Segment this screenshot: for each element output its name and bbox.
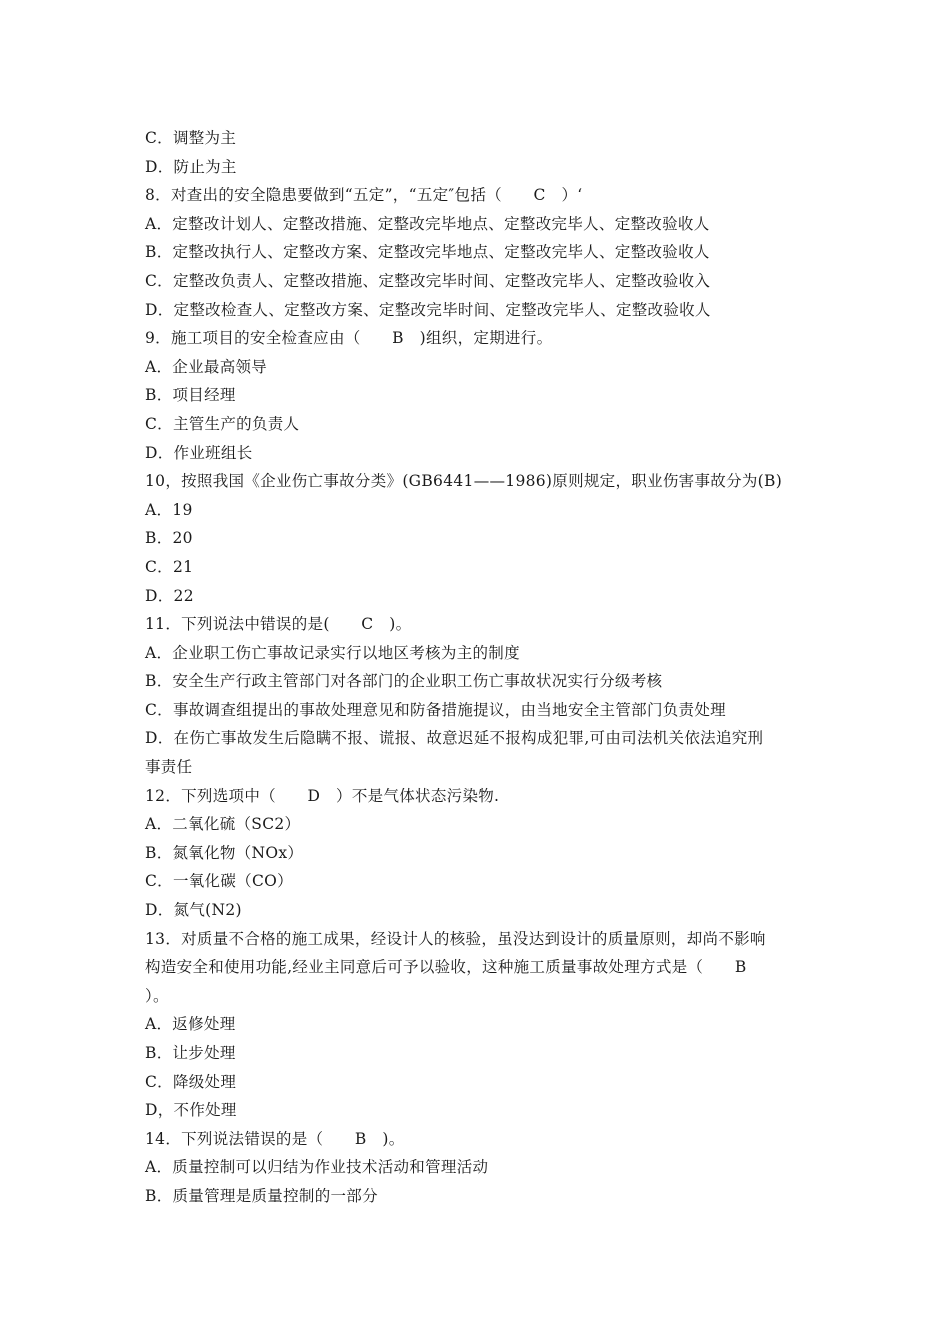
text-line: B．氮氧化物（NOx）	[145, 843, 304, 862]
text-line: C．21	[145, 557, 194, 576]
text-line: D．定整改检查人、定整改方案、定整改完毕时间、定整改完毕人、定整改验收人	[145, 300, 711, 319]
text-line: D．在伤亡事故发生后隐瞒不报、谎报、故意迟延不报构成犯罪,可由司法机关依法追究刑	[145, 729, 764, 748]
text-line: C．一氧化碳（CO）	[145, 872, 293, 891]
text-line: A．企业最高领导	[145, 357, 268, 376]
text-line: C．主管生产的负责人	[145, 414, 300, 433]
text-line: A．19	[145, 500, 193, 519]
question-8: 8．对查出的安全隐患要做到“五定”，“五定″包括（ C ）‘	[145, 186, 583, 205]
text-line: A．定整改计划人、定整改措施、定整改完毕地点、定整改完毕人、定整改验收人	[145, 214, 710, 233]
text-line: A．返修处理	[145, 1015, 236, 1034]
text-line: D，不作处理	[145, 1101, 237, 1120]
text-line: D．作业班组长	[145, 443, 253, 462]
text-line: C．定整改负责人、定整改措施、定整改完毕时间、定整改完毕人、定整改验收入	[145, 271, 711, 290]
text-line: C．降级处理	[145, 1072, 237, 1091]
text-line: B．让步处理	[145, 1044, 236, 1062]
text-line: B．安全生产行政主管部门对各部门的企业职工伤亡事故状况实行分级考核	[145, 672, 663, 691]
text-line: A．企业职工伤亡事故记录实行以地区考核为主的制度	[145, 643, 520, 662]
question-10: 10，按照我国《企业伤亡事故分类》(GB6441——1986)原则规定，职业伤害事故分为(B)	[145, 472, 783, 491]
question-14: 14．下列说法错误的是（ B )。	[145, 1129, 405, 1148]
text-line: B．20	[145, 529, 193, 548]
text-line: B．定整改执行人、定整改方案、定整改完毕地点、定整改完毕人、定整改验收人	[145, 243, 710, 262]
text-line: C．事故调查组提出的事故处理意见和防备措施提议，由当地安全主管部门负责处理	[145, 700, 726, 719]
question-11: 11．下列说法中错误的是( C )。	[145, 615, 412, 634]
text-line: D．氮气(N2)	[145, 901, 242, 920]
text-line: A．质量控制可以归结为作业技术活动和管理活动	[145, 1158, 489, 1177]
text-line: C．调整为主	[145, 129, 237, 147]
text-line: B．质量管理是质量控制的一部分	[145, 1186, 378, 1205]
text-line: 构造安全和使用功能,经业主同意后可予以验收，这种施工质量事故处理方式是（ B	[145, 958, 747, 977]
text-line: D．防止为主	[145, 157, 237, 176]
question-12: 12．下列选项中（ D ）不是气体状态污染物.	[145, 786, 500, 805]
question-13: 13．对质量不合格的施工成果，经设计人的核验，虽没达到设计的质量原则，却尚不影响	[145, 929, 766, 948]
text-line: D．22	[145, 586, 194, 605]
text-line: 事责任	[145, 758, 193, 777]
question-9: 9．施工项目的安全检查应由（ B )组织，定期进行。	[145, 329, 553, 348]
text-line: ）。	[145, 986, 169, 1005]
text-line: A．二氧化硫（SC2）	[145, 815, 301, 834]
text-line: B．项目经理	[145, 386, 236, 405]
document-body	[145, 124, 810, 1211]
